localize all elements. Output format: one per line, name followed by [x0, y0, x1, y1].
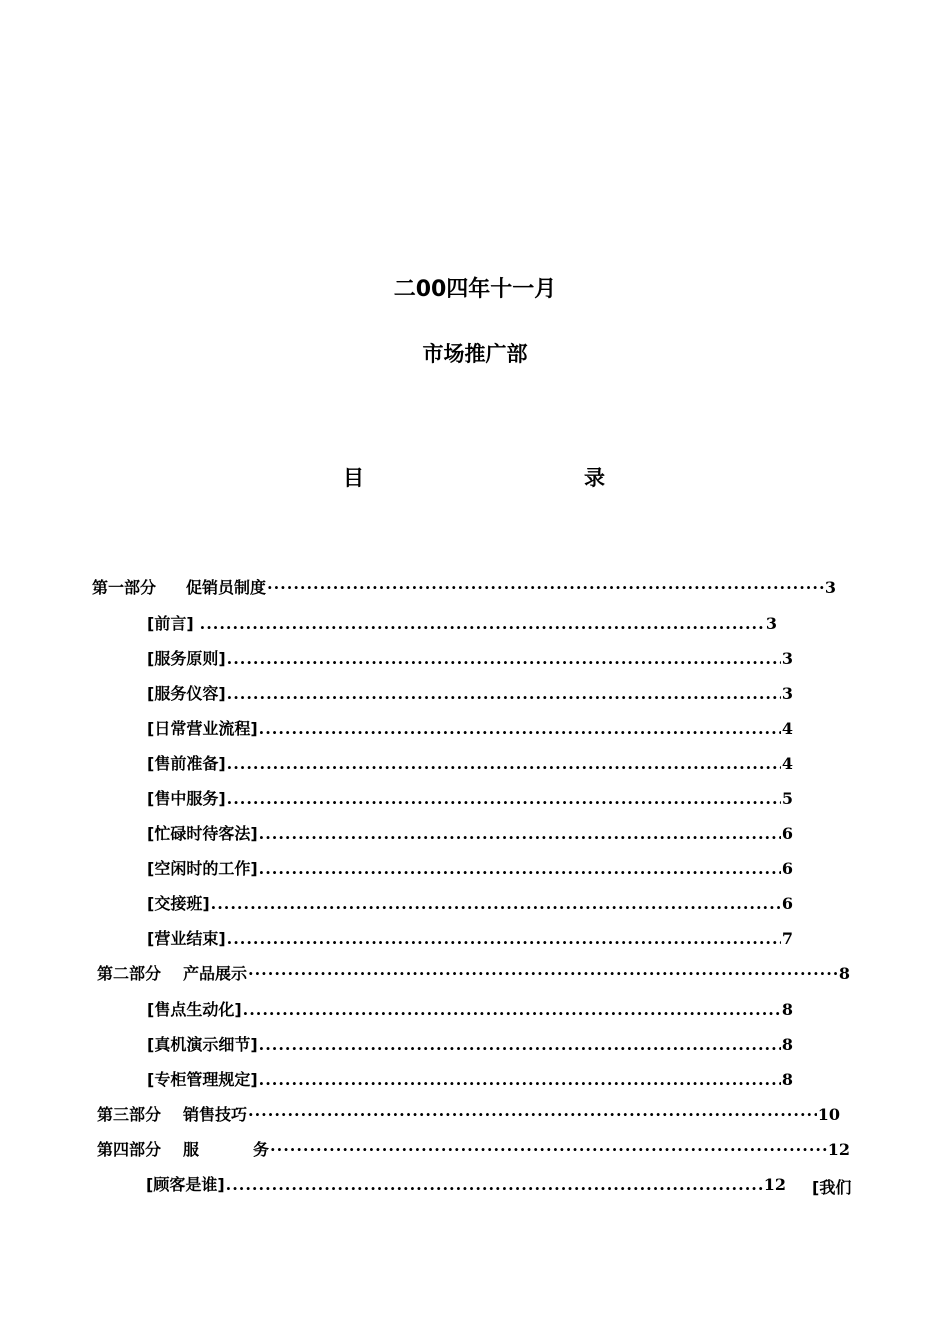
toc-entry-label: [售前准备]	[147, 754, 226, 773]
toc-entry-label: [日常营业流程]	[147, 719, 258, 738]
toc-entry-label: [交接班]	[147, 894, 210, 913]
toc-entry-label: [售点生动化]	[147, 1000, 242, 1019]
toc-page-number: 5	[781, 789, 793, 808]
toc-leader-dots	[200, 614, 765, 634]
toc-leader-dots	[243, 1000, 781, 1020]
toc-leader-dots	[259, 859, 781, 879]
toc-entry-label: [专柜管理规定]	[147, 1070, 258, 1089]
toc-leader-dots	[248, 1105, 817, 1125]
toc-page-number: 3	[781, 649, 793, 668]
toc-leader-dots	[270, 1140, 827, 1160]
toc-entry-label: [顾客是谁]	[146, 1175, 225, 1194]
toc-page-number: 3	[765, 614, 777, 633]
toc-leader-dots	[259, 824, 781, 844]
toc-leader-dots	[227, 684, 781, 704]
toc-part-label: 第四部分	[97, 1140, 162, 1159]
toc-part-title: 产品展示	[183, 964, 248, 983]
toc-trailing-text: [我们	[812, 1178, 852, 1197]
toc-page-number: 8	[781, 1000, 793, 1019]
toc-page-number: 8	[781, 1035, 793, 1054]
toc-page-number: 4	[781, 754, 793, 773]
toc-leader-dots	[226, 1175, 763, 1195]
toc-page-number: 3	[824, 578, 836, 597]
toc-part-title: 服	[183, 1140, 200, 1159]
toc-entry-row[interactable]	[147, 894, 793, 914]
toc-title-second-char: 录	[584, 466, 605, 490]
department-name: 市场推广部	[422, 342, 528, 366]
toc-part-label: 第三部分	[97, 1105, 162, 1124]
toc-entry-row[interactable]	[147, 614, 777, 634]
toc-entry-label: [售中服务]	[147, 789, 226, 808]
toc-leader-dots	[267, 578, 824, 598]
toc-part-label: 第一部分	[92, 578, 157, 597]
toc-leader-dots	[259, 719, 781, 739]
toc-page-number: 6	[781, 859, 793, 878]
toc-entry-row[interactable]	[147, 649, 793, 669]
toc-part-row[interactable]	[92, 578, 836, 598]
toc-entry-row[interactable]	[147, 824, 793, 844]
toc-title-first-char: 目	[343, 466, 364, 490]
toc-page-number: 3	[781, 684, 793, 703]
toc-part-title: 销售技巧	[183, 1105, 248, 1124]
toc-page-number: 10	[817, 1105, 840, 1124]
toc-leader-dots	[227, 929, 781, 949]
toc-leader-dots	[211, 894, 781, 914]
document-date: 二00四年十一月	[393, 277, 557, 302]
toc-entry-row[interactable]	[147, 1000, 793, 1020]
toc-page-number: 4	[781, 719, 793, 738]
toc-page-number: 8	[781, 1070, 793, 1089]
toc-page-number: 6	[781, 824, 793, 843]
toc-page-number: 12	[763, 1175, 786, 1194]
toc-part-label: 第二部分	[97, 964, 162, 983]
toc-page-number: 6	[781, 894, 793, 913]
toc-entry-row[interactable]	[147, 859, 793, 879]
toc-entry-label: [前言]	[147, 614, 194, 633]
toc-part-row[interactable]	[97, 1105, 840, 1125]
toc-part-row[interactable]	[97, 964, 850, 984]
toc-entry-row[interactable]	[147, 1035, 793, 1055]
toc-entry-row[interactable]	[147, 789, 793, 809]
toc-entry-row[interactable]	[147, 719, 793, 739]
toc-entry-label: [真机演示细节]	[147, 1035, 258, 1054]
toc-part-title-second-char: 务	[253, 1140, 270, 1159]
toc-leader-dots	[227, 649, 781, 669]
toc-entry-row[interactable]	[147, 1070, 793, 1090]
toc-leader-dots	[259, 1035, 781, 1055]
toc-page-number: 12	[827, 1140, 850, 1159]
toc-entry-label: [服务原则]	[147, 649, 226, 668]
toc-entry-row[interactable]	[147, 754, 793, 774]
toc-page-number: 8	[838, 964, 850, 983]
toc-leader-dots	[248, 964, 838, 984]
toc-leader-dots	[227, 789, 781, 809]
toc-entry-row[interactable]	[146, 1175, 786, 1195]
toc-entry-row[interactable]	[147, 929, 793, 949]
toc-entry-label: [空闲时的工作]	[147, 859, 258, 878]
toc-entry-row[interactable]	[147, 684, 793, 704]
toc-part-row[interactable]	[97, 1140, 850, 1160]
toc-entry-label: [服务仪容]	[147, 684, 226, 703]
toc-part-title: 促销员制度	[186, 578, 267, 597]
toc-leader-dots	[259, 1070, 781, 1090]
toc-entry-label: [忙碌时待客法]	[147, 824, 258, 843]
toc-page-number: 7	[781, 929, 793, 948]
toc-entry-label: [营业结束]	[147, 929, 226, 948]
toc-leader-dots	[227, 754, 781, 774]
